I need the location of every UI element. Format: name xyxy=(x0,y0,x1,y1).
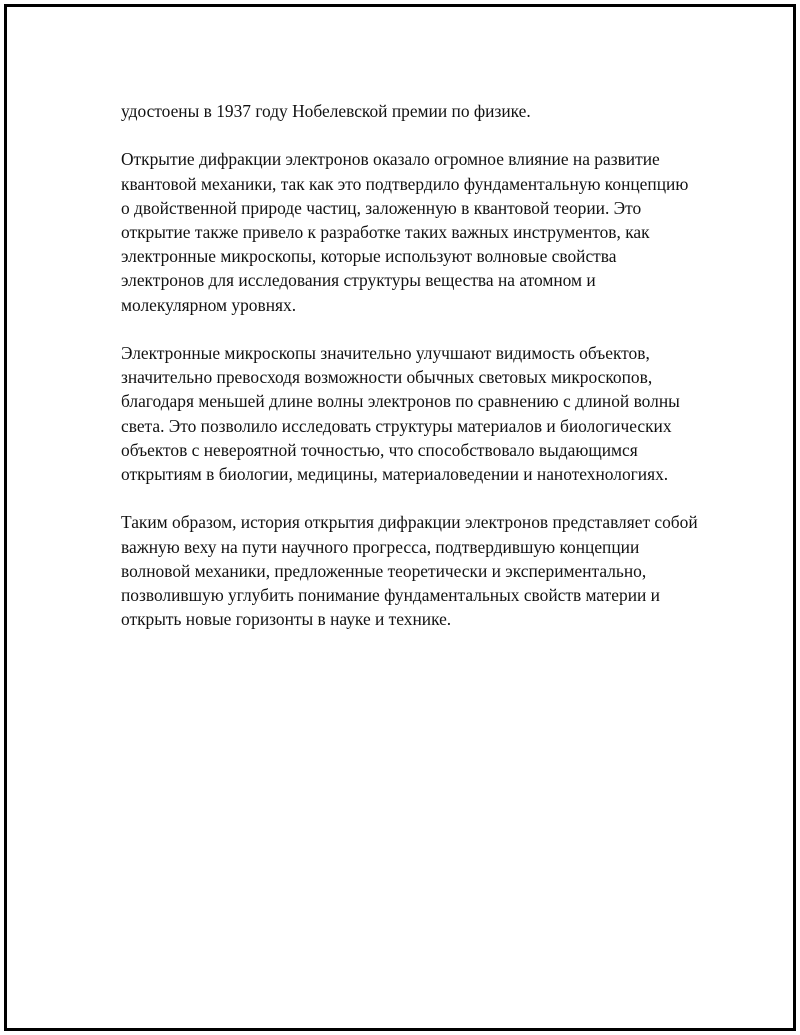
document-body xyxy=(121,99,701,656)
paragraph-conclusion: Таким образом, история открытия дифракции электронов представляет собой важную веху на пути научного прогресса, подтвердившую концепции волновой механики, предложенные теоретически и экспериментально, позволившую углубить понимание фундаментальных свойств материи и открыть новые горизонты в науке и технике. xyxy=(121,512,698,630)
paragraph-electron-microscopes: Электронные микроскопы значительно улучшают видимость объектов, значительно превосходя возможности обычных световых микроскопов, благодаря меньшей длине волны электронов по сравнению с длиной волны света. Это позволило исследовать структуры материалов и биологических объектов с невероятной точностью, что способствовало выдающимся открытиям в биологии, медицины, материаловедении и нанотехнологиях. xyxy=(121,343,680,485)
paragraph-quantum-impact: Открытие дифракции электронов оказало огромное влияние на развитие квантовой механики, так как это подтвердило фундаментальную концепцию о двойственной природе частиц, заложенную в квантовой теории. Это открытие также привело к разработке таких важных инструментов, как электронные микроскопы, которые используют волновые свойства электронов для исследования структуры вещества на атомном и молекулярном уровнях. xyxy=(121,149,689,315)
paragraph-nobel-prize: удостоены в 1937 году Нобелевской премии по физике. xyxy=(121,101,531,121)
document-page xyxy=(4,4,796,1031)
